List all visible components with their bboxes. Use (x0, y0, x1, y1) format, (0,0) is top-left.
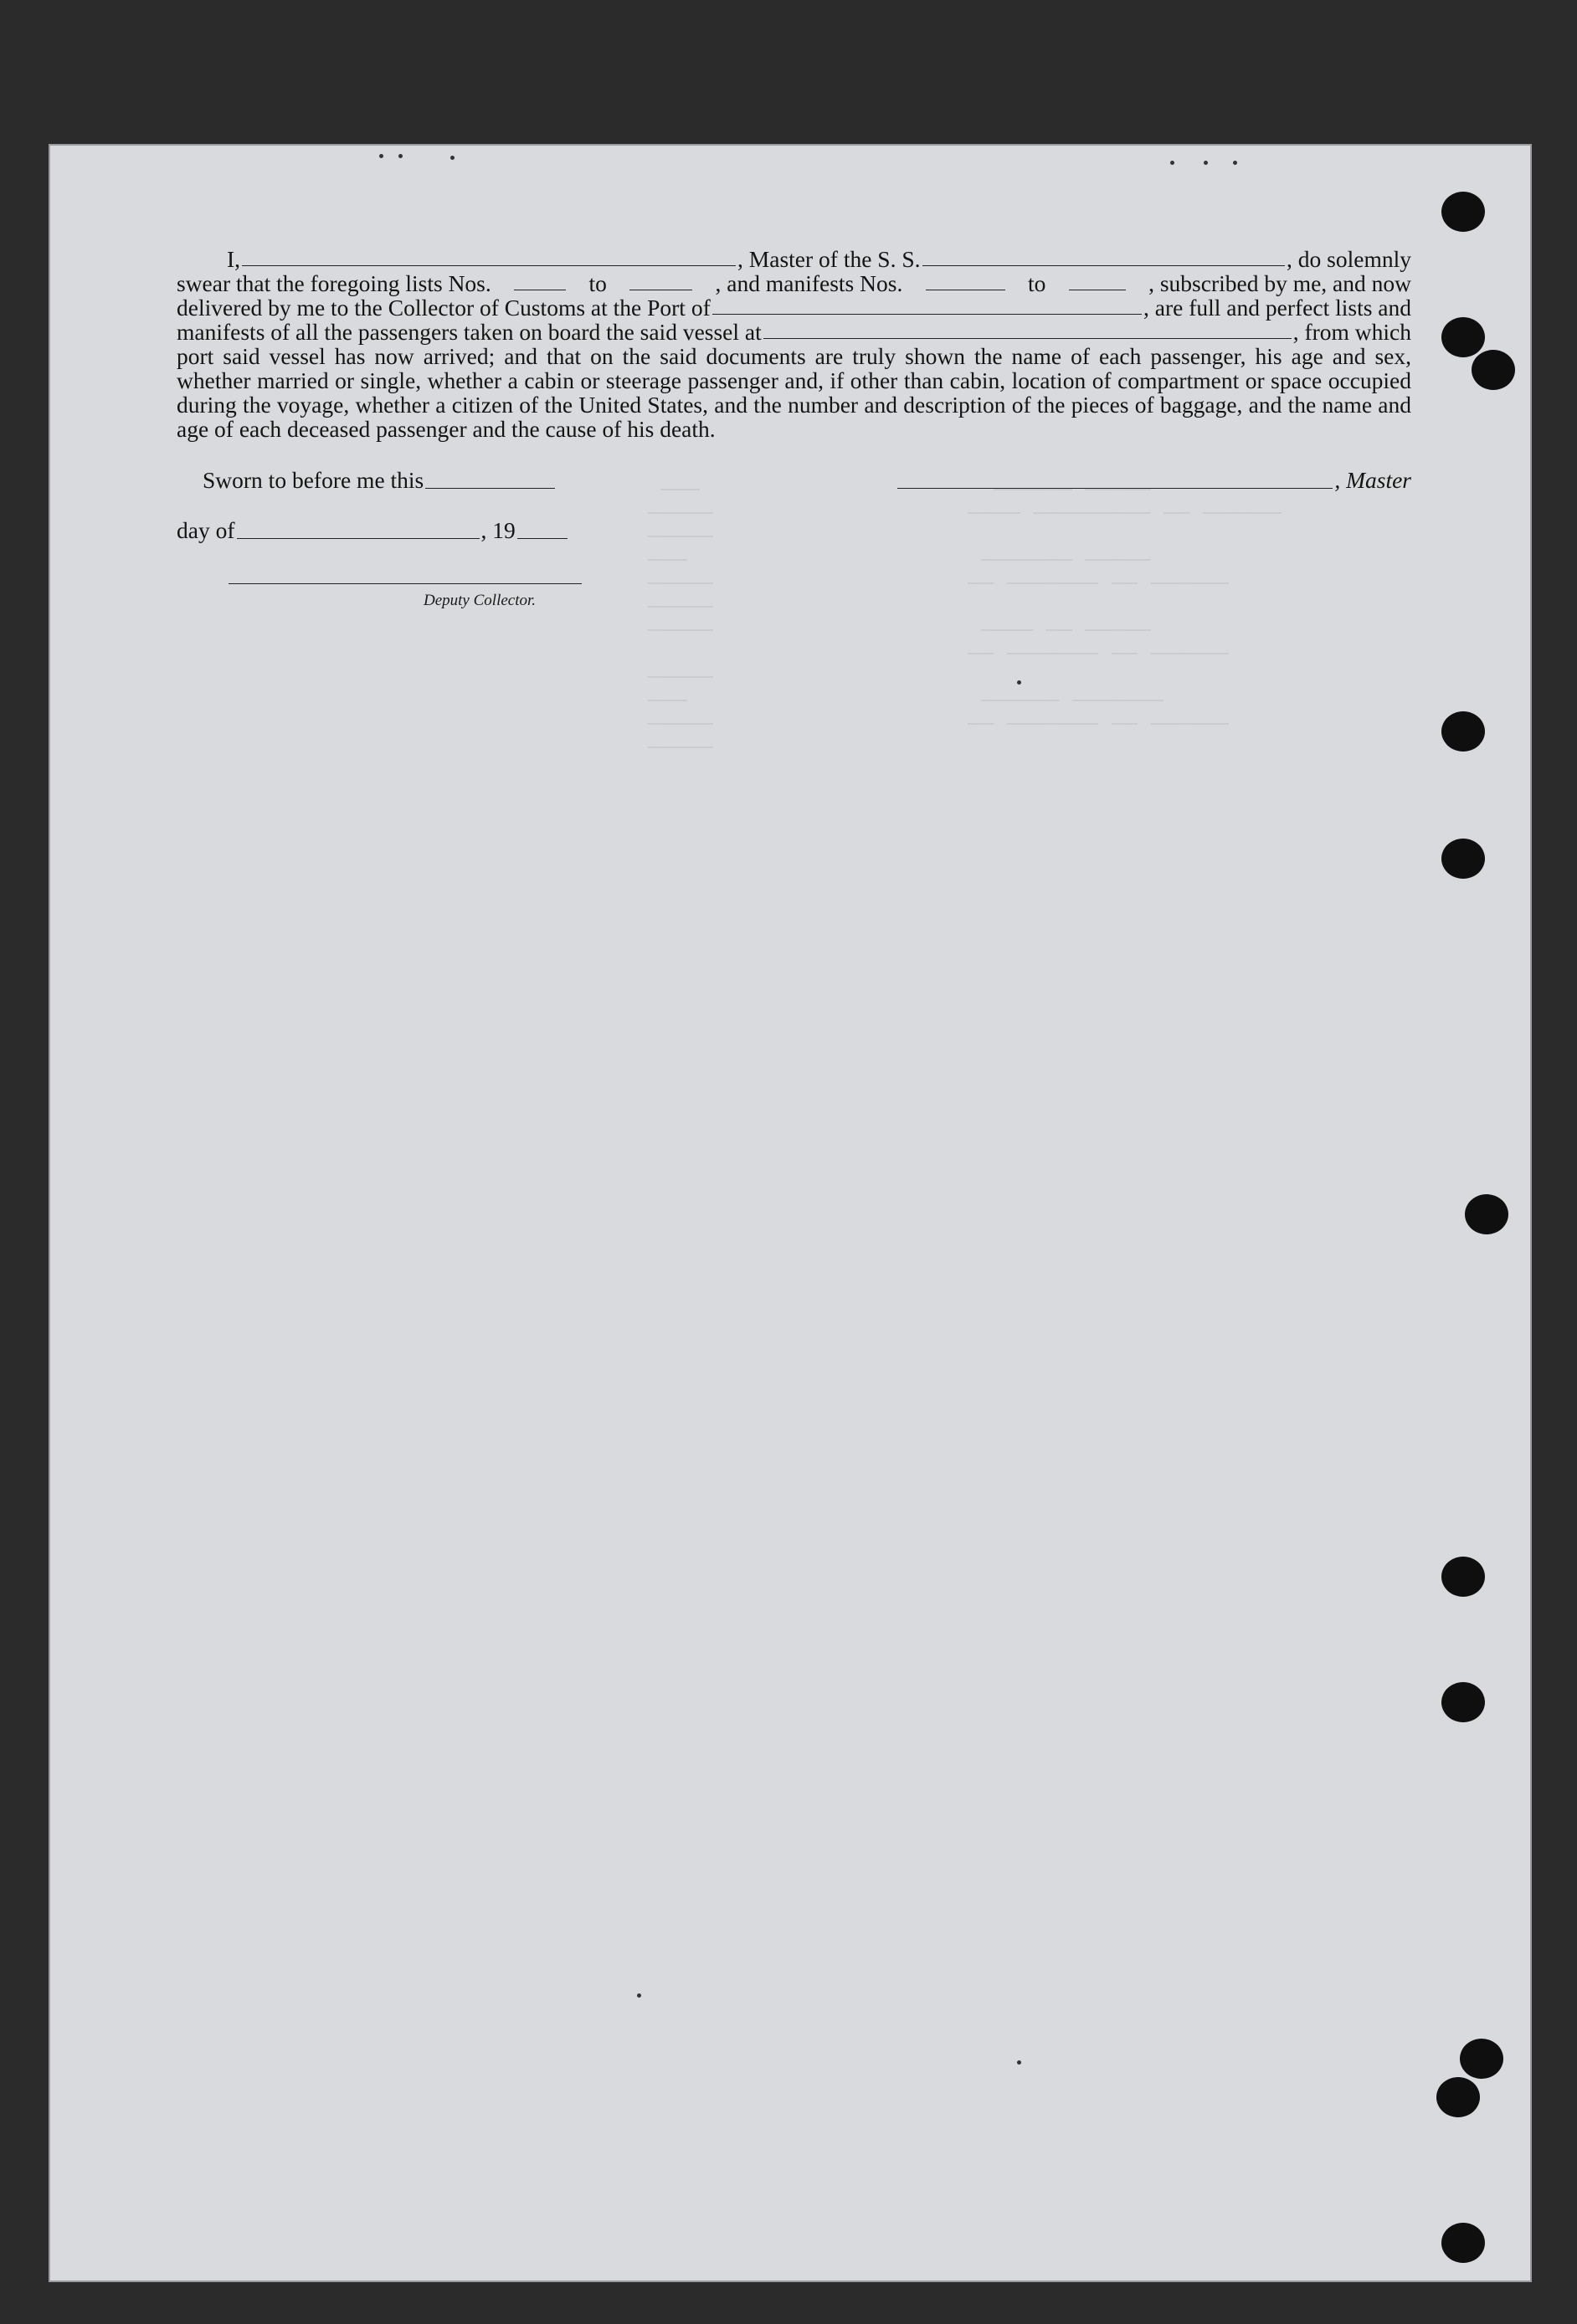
master-name-blank (242, 265, 736, 266)
sworn-line (203, 467, 557, 494)
master-signature-blank (897, 488, 1333, 489)
manifests-label: , and manifests Nos. (715, 270, 903, 296)
punch-hole (1465, 1194, 1508, 1234)
solemnly-label: , do solemnly (1287, 246, 1411, 272)
punch-hole (1441, 317, 1485, 357)
subscribed-label: , subscribed by me, and now (1148, 270, 1411, 296)
bleed-through-text: ─── ───── ───── ─── ───── ───── ───── ───── ─── ───── ───── (647, 478, 713, 761)
swear-label: swear that the foregoing lists Nos. (177, 270, 491, 296)
day-of-label: day of (177, 517, 235, 543)
speck (1204, 161, 1208, 165)
speck (1170, 161, 1174, 165)
bleed-through-text: ────── ───── ──── ───────── ── ────── ─────── ───── ── ─────── ── ────── ──── ── ───── ── ─────── ── ────── ────── ─────── ── ─────── ── ────── (968, 478, 1282, 737)
oath-line-4 (177, 320, 1411, 344)
sworn-date-blank (425, 488, 555, 489)
oath-block (177, 247, 1411, 441)
punch-hole (1472, 350, 1515, 390)
deputy-signature-blank (229, 583, 582, 584)
speck (450, 156, 455, 160)
master-of-label: , Master of the S. S. (737, 246, 921, 272)
speck (637, 1993, 641, 1998)
to-label: to (1028, 270, 1046, 296)
speck (1233, 161, 1237, 165)
from-which-label: , from which (1292, 319, 1411, 345)
speck (379, 154, 383, 158)
master-label: , Master (1334, 467, 1411, 493)
oath-i: I, (227, 246, 241, 272)
punch-hole (1441, 711, 1485, 752)
punch-hole (1460, 2039, 1503, 2079)
punch-hole (1441, 1557, 1485, 1597)
oath-paragraph: port said vessel has now arrived; and that on the said documents are truly shown the name of each passenger, his age and sex, whether married or single, whether a cabin or steerage passenger and, if other than cabin, location of compartment or space occupied during the voyage, whether a citizen of the United States, and the number and description of the pieces of baggage, and the name and age of each deceased passenger and the cause of his death. (177, 343, 1411, 442)
punch-hole (1441, 839, 1485, 879)
oath-line-3 (177, 295, 1411, 320)
document-page (49, 144, 1532, 2282)
sworn-label: Sworn to before me this (203, 467, 424, 493)
taken-aboard-label: manifests of all the passengers taken on board the said vessel at (177, 319, 762, 345)
speck (398, 154, 403, 158)
full-lists-label: , are full and perfect lists and (1143, 295, 1411, 321)
delivered-label: delivered by me to the Collector of Customs at the Port of (177, 295, 711, 321)
to-label: to (588, 270, 607, 296)
punch-hole (1441, 1682, 1485, 1722)
year-prefix-label: , 19 (480, 517, 516, 543)
year-blank (517, 538, 568, 539)
port-blank (712, 314, 1142, 315)
speck (1017, 2060, 1021, 2065)
departure-port-blank (763, 338, 1292, 339)
oath-line-2 (177, 271, 1411, 295)
punch-hole (1441, 2223, 1485, 2263)
punch-hole (1441, 192, 1485, 232)
oath-line-1 (177, 247, 1411, 271)
punch-hole (1436, 2077, 1480, 2117)
day-of-line (177, 517, 569, 544)
deputy-collector-label: Deputy Collector. (424, 592, 537, 609)
day-blank (237, 538, 480, 539)
master-signature-line (896, 467, 1411, 494)
ship-name-blank (922, 265, 1286, 266)
